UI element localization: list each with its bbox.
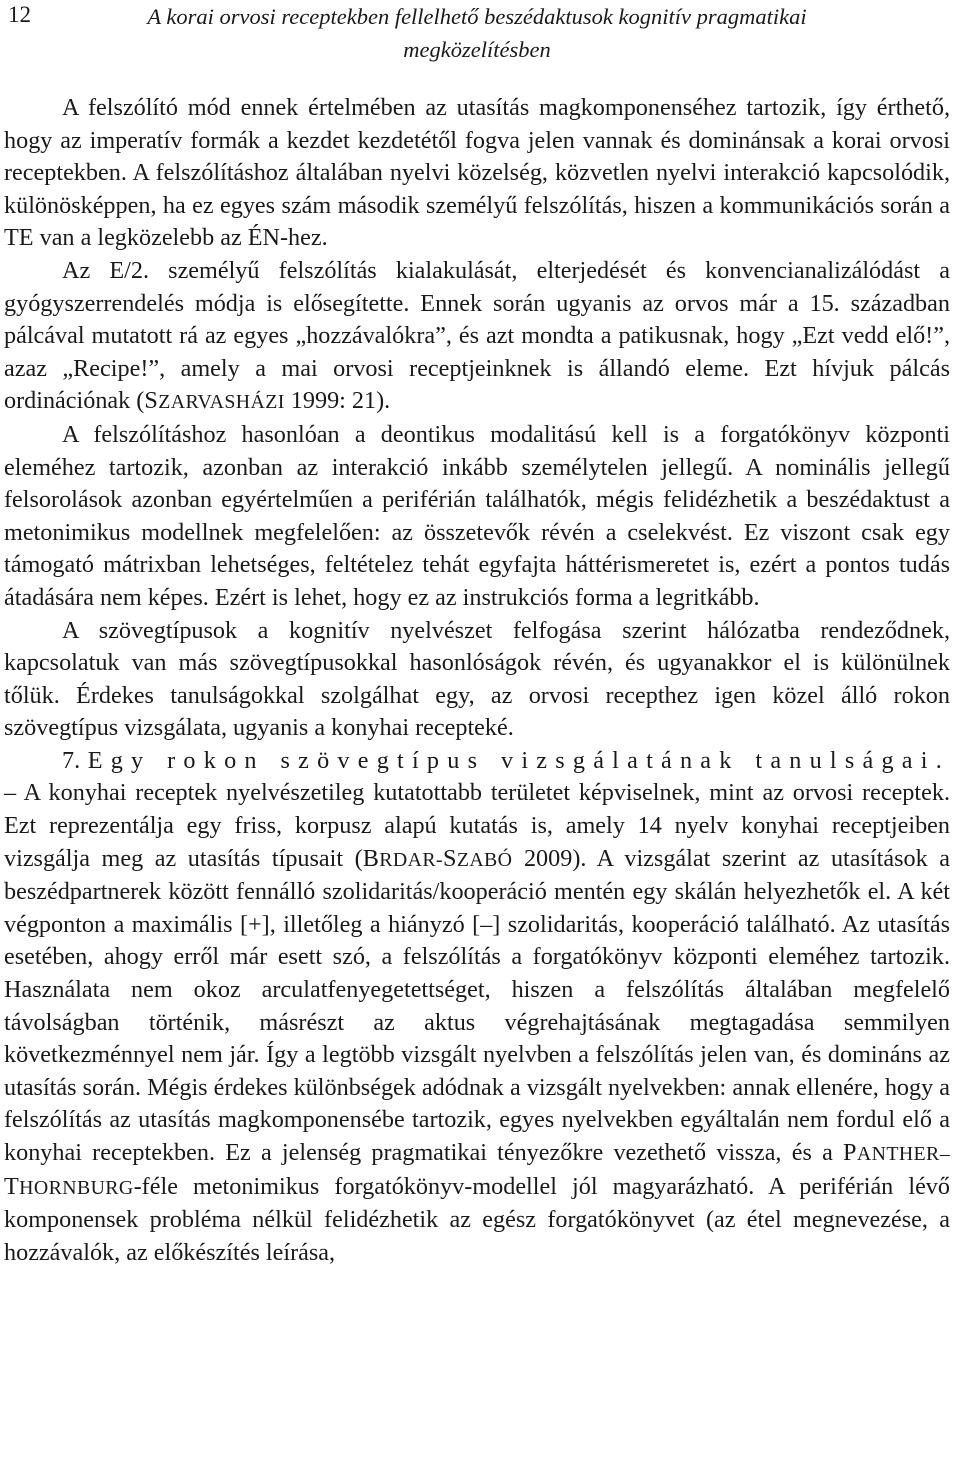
citation-smallcaps: RDAR xyxy=(379,848,436,871)
paragraph-2 xyxy=(4,255,950,419)
paragraph-1: A felszólító mód ennek értelmében az utasítás magkomponenséhez tartozik, így érthető, hogy az imperatív formák a kezdet kezdetétől fogva jelen vannak és dominánsak a korai orvosi receptekben. A felszólításhoz általában nyelvi közelség, közvetlen nyelvi interakció kapcsolódik, különösképpen, ha ez egyes szám második személyű felszólítás, hiszen a kommunikációs során a TE van a legközelebb az ÉN-hez. xyxy=(4,94,950,252)
paragraph-2-text: Az E/2. személyű felszólítás kialakulását, elterjedését és konvencianalizálódást a gyógyszerrendelés módja is elősegítette. Ennek során ugyanis az orvos már a 15. században pálcával mutatott rá az egyes „hozzávalókra”, és azt mondta a patikusnak, hogy „Ezt vedd elő!”, azaz „Recipe!”, amely a mai orvosi receptjeinknek is állandó eleme. Ezt hívjuk pálcás ordinációnak ( xyxy=(4,256,950,415)
paragraph-4: A szövegtípusok a kognitív nyelvészet felfogása szerint hálózatba rendeződnek, kapcsolatuk van más szövegtípusokkal hasonlóságok révén, és ugyanakkor el is különülnek tőlük. Érdekes tanulságokkal szolgálhat egy, az orvosi recepthez igen közel álló rokon szövegtípus vizsgálata, ugyanis a konyhai recepteké. xyxy=(4,616,950,742)
citation-initial: S xyxy=(442,844,457,872)
citation-smallcaps: HORNBURG xyxy=(19,1176,134,1199)
section-text-b: 2009). A vizsgálat szerint az utasítások a beszédpartnerek között fennálló szolidaritás/kooperáció mentén egy skálán helyezhetők el. A két végponton a maximális [+], illetőleg a hiányzó [–] szolidaritás, kooperáció található. Az utasítás esetében, ahogy erről már esett szó, a felszólítás a forgatókönyv központi eleméhez tartozik. Használata nem okoz arculatfenyegetettséget, hiszen a felszólítás általában megfelelő távolságban történik, másrészt az aktus végrehajtásának megtagadása semmilyen következménnyel nem jár. Így a legtöbb vizsgált nyelvben a felszólítás jelen van, és domináns az utasítás során. Mégis érdekes különbségek adódnak a vizsgált nyelvekben: annak ellenére, hogy a felszólítás az utasítás magkomponensébe tartozik, egyes nyelvekben egyáltalán nem fordul elő a konyhai receptekben. Ez a jelenség pragmatikai tényezőkre vezethető vissza, és a xyxy=(4,844,950,1166)
citation-szarvashazi xyxy=(144,387,285,415)
citation-dash: - xyxy=(435,848,443,871)
section-text-a: A konyhai receptek nyelvészetileg kutatottabb területet képviselnek, mint az orvosi receptek. Ezt reprezentálja egy friss, korpusz alapú kutatás is, amely 14 nyelv konyhai receptjeiben vizsgálja meg az utasítás típusait ( xyxy=(4,779,950,872)
citation-initial: P xyxy=(843,1139,857,1166)
running-title xyxy=(104,0,850,66)
citation-brdar-szabo xyxy=(362,844,513,872)
citation-year: 1999: 21). xyxy=(284,387,391,415)
citation-smallcaps: ZARVASHÁZI xyxy=(158,391,285,414)
citation-initial: S xyxy=(144,387,159,415)
citation-dash: – xyxy=(939,1143,950,1165)
section-number: 7. xyxy=(62,746,88,774)
section-title: Egy rokon szövegtípus vizsgálatának tanulságai. xyxy=(87,746,950,774)
body-text xyxy=(4,92,950,1269)
running-title-line-1: A korai orvosi receptekben fellelhető beszédaktusok kognitív pragmatikai xyxy=(147,4,807,29)
citation-smallcaps: ZABÓ xyxy=(456,848,513,871)
section-text-c: -féle metonimikus forgatókönyv-modellel jól magyarázható. A periférián lévő komponensek probléma nélkül felidézhetik az egész forgatókönyvet (az étel megnevezése, a hozzávalók, az előkészítés leírása, xyxy=(4,1172,950,1266)
citation-smallcaps: ANTHER xyxy=(856,1143,940,1165)
page-number: 12 xyxy=(8,2,31,27)
page-header xyxy=(4,0,950,92)
section-7 xyxy=(4,745,950,1270)
section-dash: – xyxy=(4,779,24,807)
citation-initial: T xyxy=(4,1172,20,1200)
citation-initial: B xyxy=(362,844,380,872)
running-title-line-2: megközelítésben xyxy=(403,37,551,62)
paragraph-3: A felszólításhoz hasonlóan a deontikus modalitású kell is a forgatókönyv központi eleméhez tartozik, azonban az interakció inkább személytelen jellegű. A nominális jellegű felsorolások azonban egyértelműen a periférián találhatók, mégis felidézhetik a beszédaktust a metonimikus modellnek megfelelően: az összetevők révén a cselekvést. Ez viszont csak egy támogató mátrixban lehetséges, feltételez tehát egyfajta háttérismeretet is, ezért a pontos tudás átadására nem képes. Ezért is lehet, hogy ez az instrukciós forma a legritkább. xyxy=(4,420,950,611)
